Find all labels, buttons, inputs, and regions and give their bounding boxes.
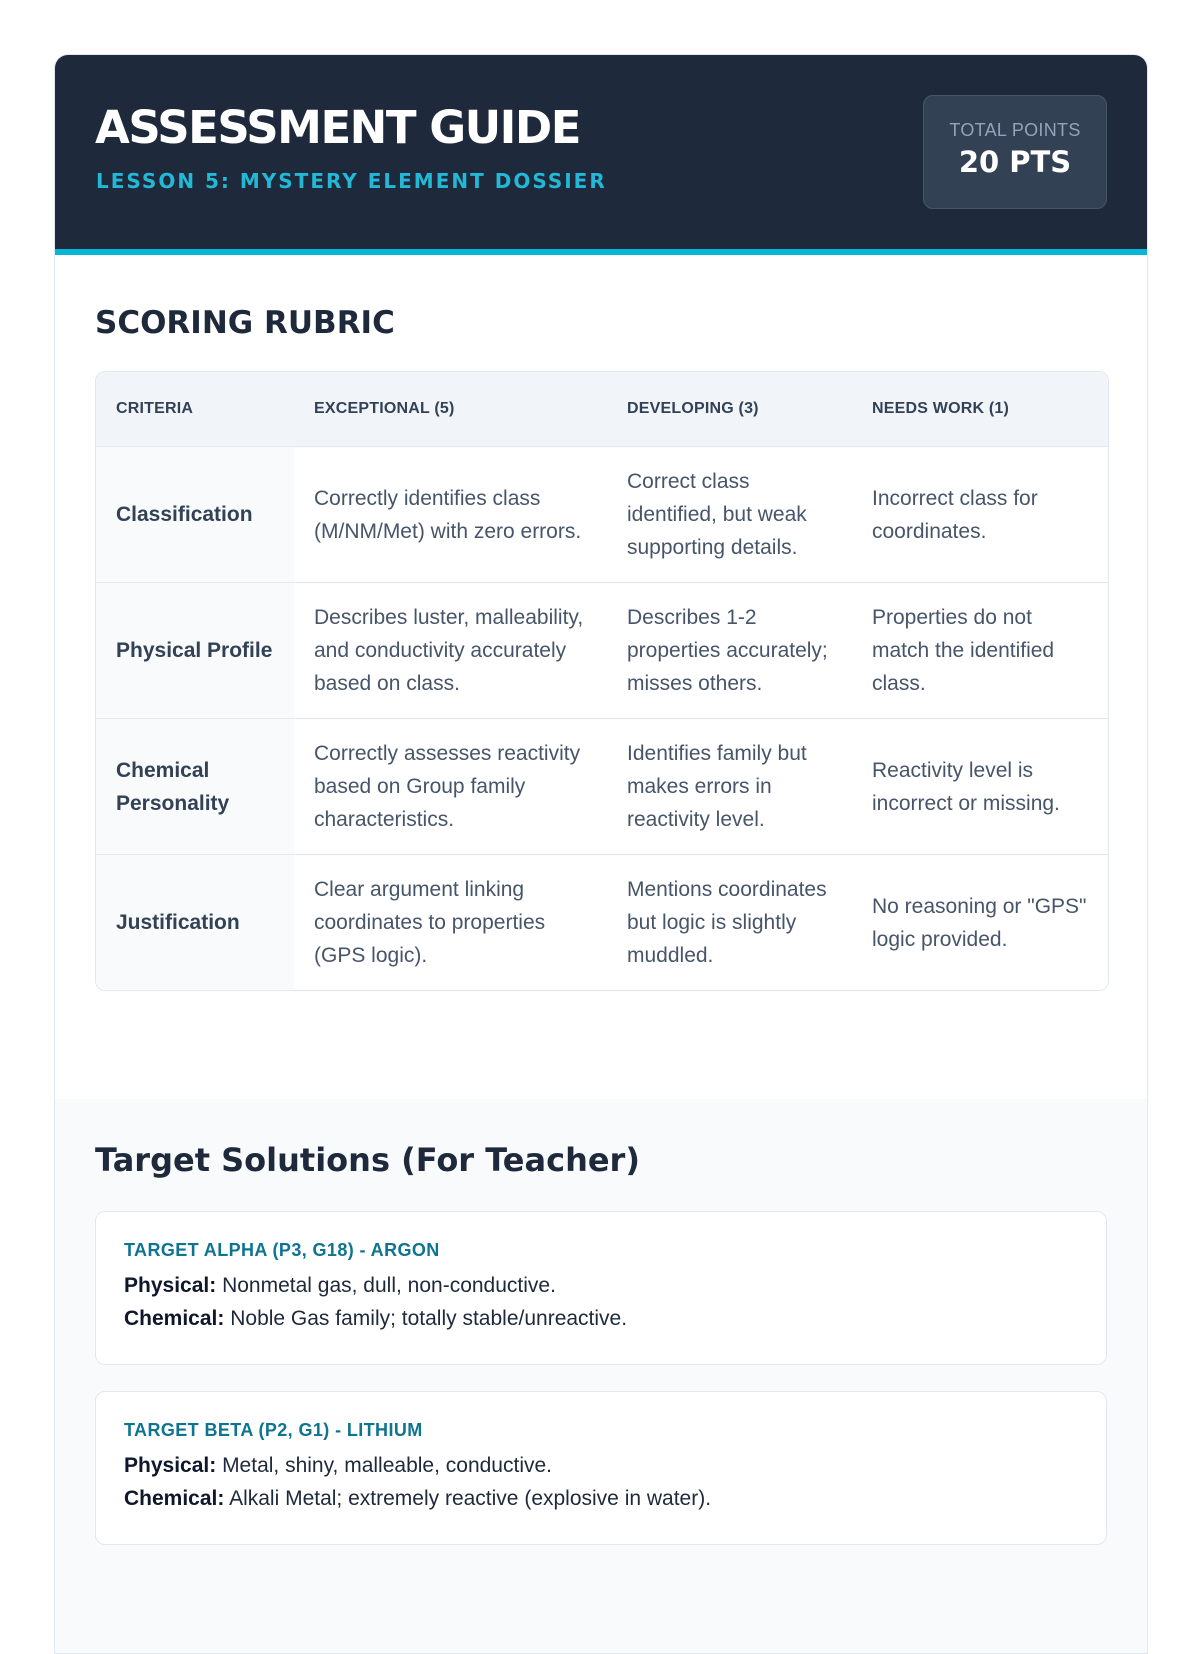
table-row [96,583,1108,719]
solution-physical-line [124,1269,1078,1302]
table-row [96,447,1108,583]
table-row [96,719,1108,855]
developing-cell: Correct class identified, but weak supporting details. [607,447,852,583]
table-row [96,855,1108,991]
physical-label: Physical: [124,1454,217,1477]
total-points-badge [923,95,1107,209]
total-points-value: 20 PTS [958,145,1072,179]
total-points-label: TOTAL POINTS [949,120,1081,140]
criteria-cell: Physical Profile [96,583,294,719]
physical-text: Metal, shiny, malleable, conductive. [222,1454,553,1477]
solution-chemical-line [124,1302,1078,1335]
column-header-exceptional: EXCEPTIONAL (5) [294,372,607,447]
page-title: ASSESSMENT GUIDE [95,101,581,154]
target-solutions-section [55,1099,1147,1654]
exceptional-cell: Correctly assesses reactivity based on Group family characteristics. [294,719,607,855]
solution-chemical-line [124,1482,1078,1515]
solution-heading: TARGET ALPHA (P3, G18) - ARGON [124,1240,440,1260]
column-header-criteria: CRITERIA [96,372,294,447]
criteria-cell: Justification [96,855,294,991]
solutions-title: Target Solutions (For Teacher) [95,1141,640,1179]
physical-label: Physical: [124,1274,217,1297]
solution-card-beta [95,1391,1107,1545]
solution-heading: TARGET BETA (P2, G1) - LITHIUM [124,1420,423,1440]
rubric-table [96,372,1108,990]
chemical-label: Chemical: [124,1487,225,1510]
solution-card-alpha [95,1211,1107,1365]
column-header-developing: DEVELOPING (3) [607,372,852,447]
developing-cell: Describes 1-2 properties accurately; misses others. [607,583,852,719]
criteria-cell: Chemical Personality [96,719,294,855]
developing-cell: Mentions coordinates but logic is slightly muddled. [627,878,827,967]
criteria-cell: Classification [96,447,294,583]
needs-work-cell: Reactivity level is incorrect or missing. [852,719,1108,855]
needs-work-cell: No reasoning or "GPS" logic provided. [872,894,1087,951]
assessment-guide-card [54,54,1148,1654]
rubric-header-row [96,372,1108,447]
solution-physical-line [124,1449,1078,1482]
chemical-label: Chemical: [124,1307,225,1330]
needs-work-cell: Properties do not match the identified class. [852,583,1108,719]
scoring-rubric-section [55,255,1147,1127]
exceptional-cell: Correctly identifies class (M/NM/Met) with zero errors. [294,447,607,583]
needs-work-cell: Incorrect class for coordinates. [852,447,1108,583]
rubric-table-wrapper [95,371,1109,991]
lesson-subtitle: LESSON 5: MYSTERY ELEMENT DOSSIER [96,169,607,193]
rubric-title: SCORING RUBRIC [95,305,395,341]
developing-cell: Identifies family but makes errors in reactivity level. [607,719,852,855]
column-header-needs-work: NEEDS WORK (1) [852,372,1108,447]
chemical-text: Alkali Metal; extremely reactive (explosive in water). [229,1487,712,1510]
guide-header [55,55,1147,255]
chemical-text: Noble Gas family; totally stable/unreactive. [230,1307,628,1330]
exceptional-cell: Describes luster, malleability, and conductivity accurately based on class. [294,583,607,719]
physical-text: Nonmetal gas, dull, non-conductive. [222,1274,556,1297]
exceptional-cell: Clear argument linking coordinates to properties (GPS logic). [314,878,546,967]
